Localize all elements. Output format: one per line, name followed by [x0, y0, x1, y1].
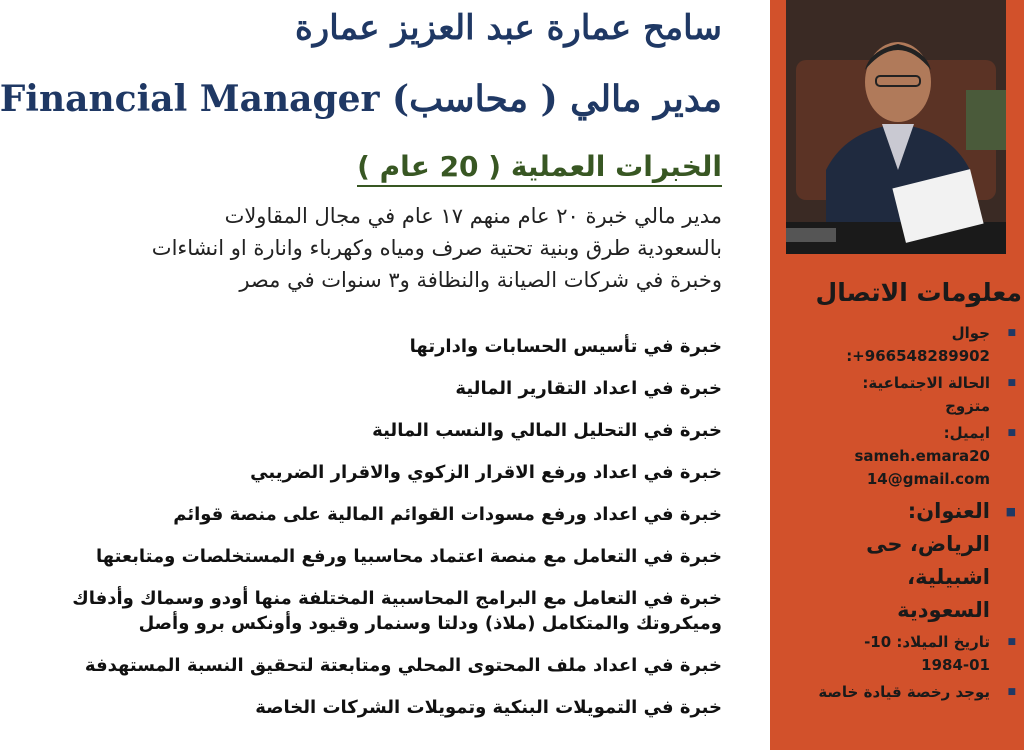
license-value: يوجد رخصة قيادة خاصة	[818, 683, 990, 701]
job-title: مدير مالي ( محاسب) Financial Manager	[0, 78, 722, 120]
skill-item: خبرة في التعامل مع البرامج المحاسبية المختلفة منها أودو وسماك وأدفاك وميكروتك والمتكامل (ملاذ) ودلتا وسنمار وقيود وأونكس برو وأصل	[72, 588, 722, 634]
skill-item: خبرة في التعامل مع منصة اعتماد محاسبيا ورفع المستخلصات ومتابعتها	[96, 546, 722, 567]
experience-heading: الخبرات العملية ( 20 عام )	[357, 150, 722, 187]
summary-line: بالسعودية طرق وبنية تحتية صرف ومياه وكهرباء وانارة او انشاءات	[151, 236, 722, 260]
email-part-2: 14@gmail.com	[866, 470, 990, 488]
contact-address	[810, 495, 990, 627]
skill-item: خبرة في اعداد التقارير المالية	[455, 378, 722, 399]
phone-label: جوال	[951, 324, 990, 342]
email-part-1: sameh.emara20	[854, 447, 990, 465]
person-name: سامح عمارة عبد العزيز عمارة	[294, 8, 722, 48]
marital-value: متزوج	[945, 397, 990, 415]
address-label: العنوان:	[907, 499, 990, 523]
birth-label: تاريخ الميلاد: 10-	[864, 633, 990, 651]
address-value: الرياض، حى اشبيلية، السعودية	[866, 532, 990, 622]
portrait-illustration	[786, 0, 1006, 254]
email-label: ايميل:	[943, 424, 990, 442]
contact-heading: معلومات الاتصال	[815, 278, 1022, 307]
contact-email	[810, 422, 990, 491]
skill-item: خبرة في اعداد ملف المحتوى المحلي ومتابعتة لتحقيق النسبة المستهدفة	[84, 655, 722, 676]
birth-value: 1984-01	[921, 656, 990, 674]
profile-photo	[786, 0, 1006, 254]
contact-sidebar	[770, 0, 1024, 750]
summary-line: مدير مالي خبرة ٢٠ عام منهم ١٧ عام في مجال المقاولات	[224, 204, 722, 228]
contact-birthdate	[810, 631, 990, 677]
contact-license	[810, 681, 990, 704]
summary-paragraph	[22, 200, 722, 296]
contact-marital	[810, 372, 990, 418]
phone-number: :+966548289902	[846, 347, 990, 365]
skill-item: خبرة في اعداد ورفع مسودات القوائم المالية على منصة قوائم	[173, 504, 722, 525]
marital-label: الحالة الاجتماعية:	[862, 374, 990, 392]
summary-line: وخبرة في شركات الصيانة والنظافة و٣ سنوات في مصر	[239, 268, 722, 292]
contact-phone	[810, 322, 990, 368]
skill-item: خبرة في التمويلات البنكية وتمويلات الشركات الخاصة	[255, 697, 722, 718]
skill-item: خبرة في تأسيس الحسابات وادارتها	[409, 336, 722, 357]
skill-item: خبرة في اعداد ورفع الاقرار الزكوي والاقرار الضريبي	[250, 462, 722, 483]
skills-list	[22, 334, 722, 737]
skill-item: خبرة في التحليل المالي والنسب المالية	[372, 420, 722, 441]
contact-list	[810, 322, 990, 708]
